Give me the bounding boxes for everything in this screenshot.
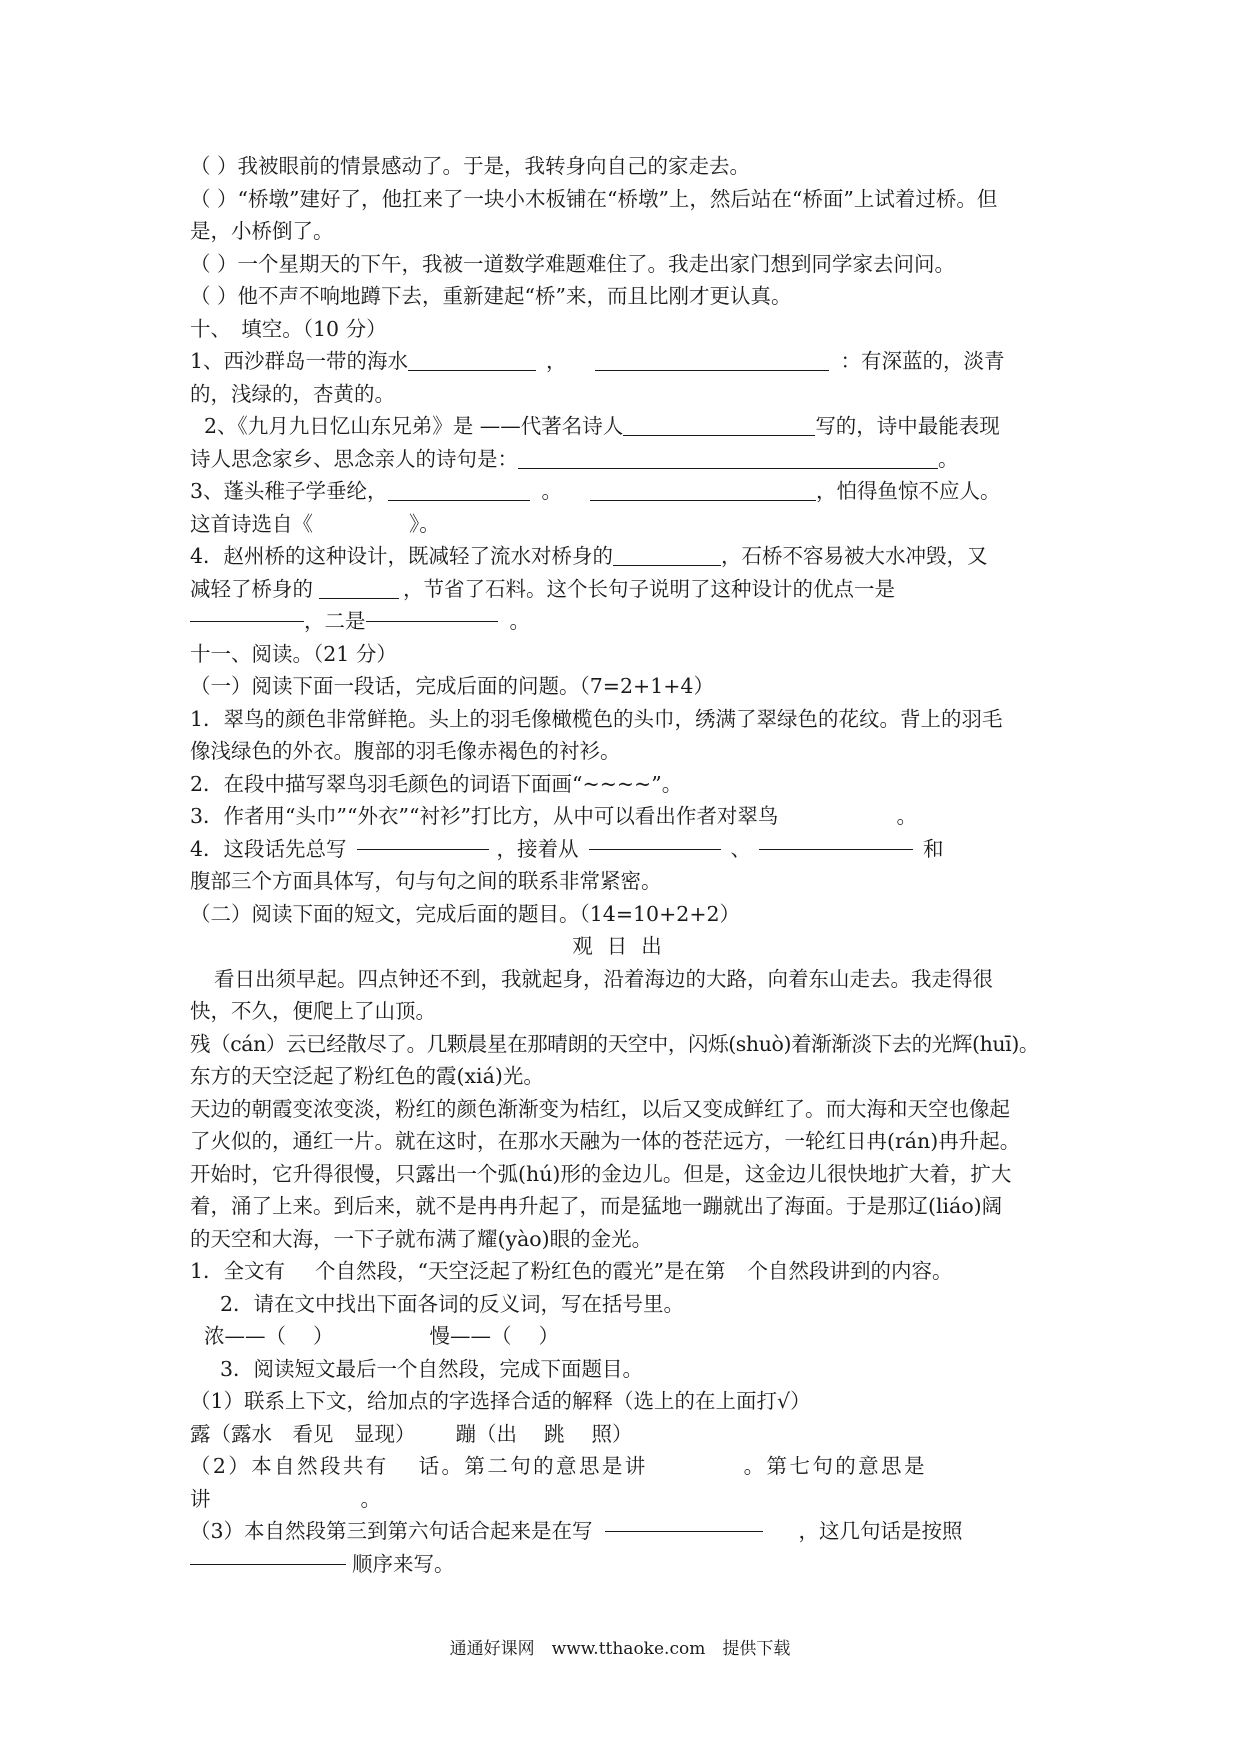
essay-question bbox=[190, 1450, 1058, 1483]
question-text: 3．作者用“头巾”“外衣”“衬衫”打比方，从中可以看出作者对翠鸟 bbox=[190, 804, 779, 828]
question-text: ，石桥不容易被大水冲毁，又 bbox=[721, 544, 988, 568]
reading-question: 腹部三个方面具体写，句与句之间的联系非常紧密。 bbox=[190, 869, 662, 893]
answer-blank[interactable] bbox=[319, 576, 399, 599]
question-text: 4．赵州桥的这种设计，既减轻了流水对桥身的 bbox=[190, 544, 614, 568]
question-text: ，怕得鱼惊不应人。 bbox=[816, 479, 1001, 503]
page-footer: 通通好课网 www.tthaoke.com 提供下载 bbox=[449, 1639, 791, 1659]
question-text: 》。 bbox=[409, 511, 440, 536]
answer-blank[interactable] bbox=[190, 621, 304, 622]
essay-question bbox=[190, 1255, 1058, 1288]
option-group: 露（露水 看见 显现） bbox=[190, 1421, 416, 1446]
answer-blank[interactable] bbox=[366, 621, 498, 622]
antonym-items bbox=[190, 1320, 1058, 1353]
part-heading: （二）阅读下面的短文，完成后面的题目。（14=10+2+2） bbox=[190, 901, 741, 926]
answer-blank[interactable] bbox=[613, 543, 721, 566]
reading-question bbox=[190, 800, 1058, 833]
fill-question bbox=[190, 573, 1058, 606]
essay-paragraph: 的天空和大海，一下子就布满了耀(yào)眼的金光。 bbox=[190, 1226, 653, 1251]
fill-question bbox=[190, 443, 1058, 476]
question-text: 个自然段讲到的内容。 bbox=[747, 1259, 953, 1283]
question-text: ：有深蓝的，淡青 bbox=[840, 349, 1005, 373]
order-item: （ ）一个星期天的下午，我被一道数学难题难住了。我走出家门想到同学家去问问。 bbox=[190, 251, 956, 276]
question-text: 。第七句的意思是 bbox=[743, 1454, 927, 1478]
question-text: 1、西沙群岛一带的海水 bbox=[190, 349, 409, 373]
answer-blank[interactable] bbox=[357, 849, 489, 850]
answer-blank[interactable] bbox=[589, 849, 721, 850]
essay-question: （1）联系上下文，给加点的字选择合适的解释（选上的在上面打√） bbox=[190, 1389, 811, 1413]
answer-blank[interactable] bbox=[759, 849, 913, 850]
question-text: （2）本自然段共有 bbox=[190, 1454, 389, 1478]
fill-question bbox=[190, 605, 1058, 638]
essay-question bbox=[190, 1548, 1058, 1581]
section-heading: 十一、阅读。（21 分） bbox=[190, 641, 397, 666]
answer-blank[interactable] bbox=[590, 478, 816, 501]
question-text: 的，浅绿的，杏黄的。 bbox=[190, 381, 395, 406]
fill-question bbox=[190, 540, 1058, 573]
essay-title: 观日出 bbox=[572, 934, 676, 958]
question-text: 个自然段，“天空泛起了粉红色的霞光”是在第 bbox=[315, 1259, 726, 1283]
question-text: 话。第二句的意思是讲 bbox=[418, 1454, 648, 1478]
question-text: 减轻了桥身的 bbox=[190, 576, 313, 601]
antonym-item: 浓——（ ） bbox=[204, 1324, 334, 1348]
reading-passage: 1．翠鸟的颜色非常鲜艳。头上的羽毛像橄榄色的头巾，绣满了翠绿色的花纹。背上的羽毛 bbox=[190, 706, 1003, 731]
answer-blank[interactable] bbox=[605, 1531, 763, 1532]
reading-question bbox=[190, 833, 1058, 866]
question-text: 讲 bbox=[190, 1486, 211, 1511]
question-text: 4．这段话先总写 bbox=[190, 836, 347, 861]
antonym-item: 慢——（ ） bbox=[429, 1324, 560, 1348]
question-text: （3）本自然段第三到第六句话合起来是在写 bbox=[190, 1519, 593, 1543]
essay-paragraph: 开始时，它升得很慢，只露出一个弧(hú)形的金边儿。但是，这金边儿很快地扩大着，扩大 bbox=[190, 1161, 1012, 1186]
question-text: 。 bbox=[541, 479, 563, 503]
essay-question: 2．请在文中找出下面各词的反义词，写在括号里。 bbox=[220, 1291, 685, 1316]
fill-question bbox=[190, 508, 1058, 541]
essay-question bbox=[190, 1483, 1058, 1516]
question-text: 写的，诗中最能表现 bbox=[815, 414, 1000, 438]
answer-blank[interactable] bbox=[623, 413, 815, 436]
question-text: 诗人思念家乡、思念亲人的诗句是： bbox=[190, 446, 518, 471]
option-group: 蹦（出 跳 照） bbox=[455, 1421, 633, 1446]
exam-page bbox=[190, 150, 1058, 1580]
order-item: （ ）我被眼前的情景感动了。于是，我转身向自己的家走去。 bbox=[190, 154, 751, 178]
answer-blank[interactable] bbox=[190, 1564, 346, 1565]
section-heading: 十、 填空。（10 分） bbox=[190, 316, 387, 341]
question-text: 顺序来写。 bbox=[352, 1551, 455, 1576]
fill-question bbox=[190, 475, 1058, 508]
essay-paragraph: 东方的天空泛起了粉红色的霞(xiá)光。 bbox=[190, 1064, 544, 1088]
fill-question bbox=[190, 410, 1058, 443]
part-heading: （一）阅读下面一段话，完成后面的问题。（7=2+1+4） bbox=[190, 674, 714, 698]
question-text: 。 bbox=[938, 446, 959, 471]
answer-blank[interactable] bbox=[595, 348, 829, 371]
reading-passage: 像浅绿色的外衣。腹部的羽毛像赤褐色的衬衫。 bbox=[190, 739, 621, 763]
essay-question: 3．阅读短文最后一个自然段，完成下面题目。 bbox=[220, 1356, 644, 1381]
question-text: ，节省了石料。这个长句子说明了这种设计的优点一是 bbox=[403, 576, 895, 601]
essay-paragraph: 着，涌了上来。到后来，就不是冉冉升起了，而是猛地一蹦就出了海面。于是那辽(liáo)阔 bbox=[190, 1194, 1003, 1218]
essay-paragraph: 了火似的，通红一片。就在这时，在那水天融为一体的苍茫远方，一轮红日冉(rán)冉升起。 bbox=[190, 1129, 1021, 1153]
essay-paragraph: 天边的朝霞变浓变淡，粉红的颜色渐渐变为桔红，以后又变成鲜红了。而大海和天空也像起 bbox=[190, 1096, 1010, 1121]
question-text: ，接着从 bbox=[496, 836, 579, 861]
question-text: 、 bbox=[730, 836, 752, 861]
essay-paragraph: 残（cán）云已经散尽了。几颗晨星在那晴朗的天空中，闪烁(shuò)着渐渐淡下去的光辉(huī)。 bbox=[190, 1031, 1040, 1056]
reading-question: 2．在段中描写翠鸟羽毛颜色的词语下面画“~~~~”。 bbox=[190, 771, 683, 796]
order-item: （ ）“桥墩”建好了，他扛来了一块小木板铺在“桥墩”上，然后站在“桥面”上试着过桥。但 bbox=[190, 186, 998, 211]
question-text: 和 bbox=[923, 836, 944, 861]
question-text: 这首诗选自《 bbox=[190, 511, 313, 536]
answer-blank[interactable] bbox=[408, 348, 536, 371]
option-line bbox=[190, 1418, 1058, 1451]
answer-blank[interactable] bbox=[388, 478, 530, 501]
order-item: （ ）他不声不响地蹲下去，重新建起“桥”来，而且比刚才更认真。 bbox=[190, 284, 792, 308]
question-text: 。 bbox=[896, 804, 917, 828]
essay-question bbox=[190, 1515, 1058, 1548]
essay-paragraph: 快，不久，便爬上了山顶。 bbox=[190, 999, 436, 1023]
essay-paragraph: 看日出须早起。四点钟还不到，我就起身，沿着海边的大路，向着东山走去。我走得很 bbox=[214, 966, 993, 991]
question-text: 2、《九月九日忆山东兄弟》是 ——代著名诗人 bbox=[204, 414, 624, 438]
order-item: 是，小桥倒了。 bbox=[190, 219, 334, 243]
question-text: ，二是 bbox=[304, 609, 366, 633]
question-text: ，这几句话是按照 bbox=[798, 1519, 963, 1543]
question-text: ， bbox=[546, 349, 567, 373]
question-text: 3、蓬头稚子学垂纶， bbox=[190, 479, 388, 503]
question-text: 。 bbox=[360, 1486, 381, 1511]
fill-question bbox=[190, 345, 1058, 378]
answer-blank[interactable] bbox=[518, 446, 938, 469]
question-text: 1．全文有 bbox=[190, 1259, 286, 1283]
question-text: 。 bbox=[509, 609, 530, 633]
